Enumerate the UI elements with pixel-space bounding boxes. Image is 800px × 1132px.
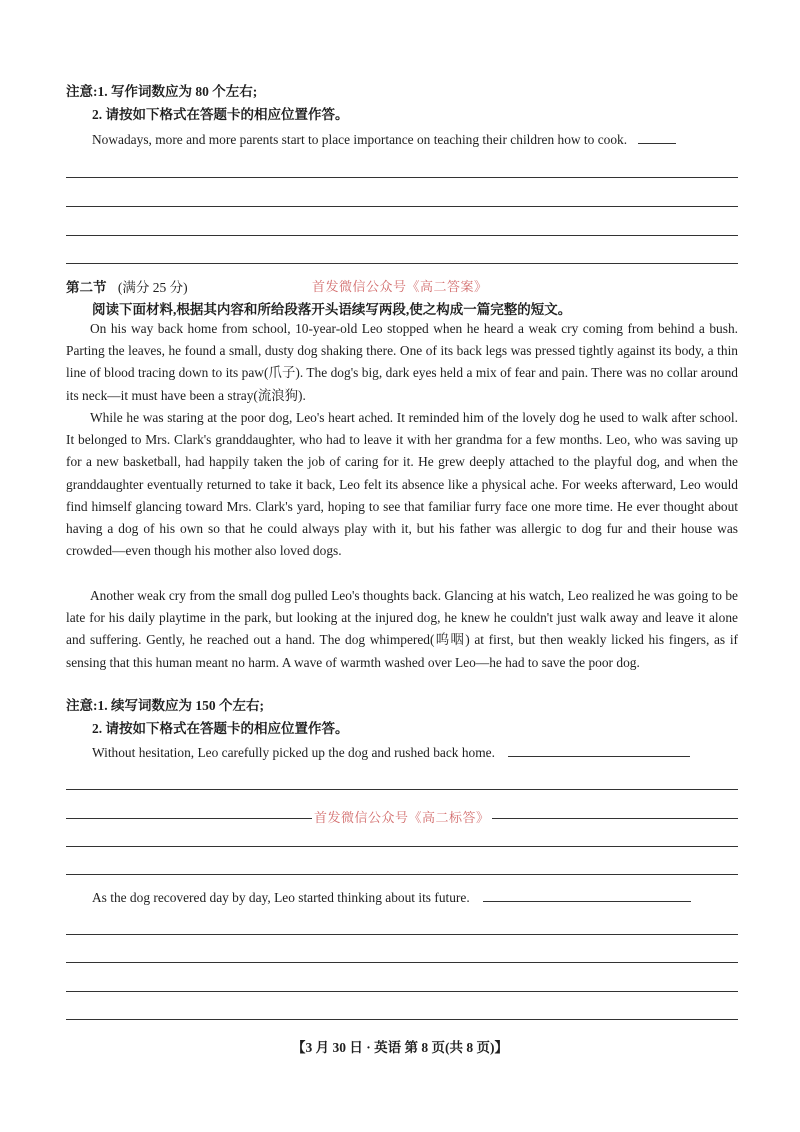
paragraph-starter-1: [92, 745, 690, 761]
answer-line: [66, 263, 738, 264]
passage-paragraph-2: While he was staring at the poor dog, Leo's heart ached. It reminded him of the lovely dog he used to walk after school. It belonged to Mrs. Clark's granddaughter, who had to leave it with her grandma for a few months. Leo, who was saving up for a new basketball, had happily taken the job of caring for it. He grew deeply attached to the playful dog, and when the granddaughter eventually returned to take it back, Leo felt its absence like a physical ache. For weeks afterward, Leo would find himself glancing toward Mrs. Clark's yard, hoping to see that familiar furry face one more time. He ever thought about having a dog of his own so that he could always play with it, but his father was allergic to dog fur and their house was crowded—even though his mother also loved dogs.: [66, 410, 738, 559]
starter-2-text: As the dog recovered day by day, Leo started thinking about its future.: [92, 890, 470, 905]
answer-line: [66, 991, 738, 992]
section-title: [66, 276, 188, 296]
writing-note-word-count: 注意:1. 写作词数应为 80 个左右;: [66, 84, 258, 99]
answer-line: [66, 962, 738, 963]
answer-line: [66, 846, 738, 847]
continuation-instruction: 阅读下面材料,根据其内容和所给段落开头语续写两段,使之构成一篇完整的短文。: [92, 302, 572, 317]
watermark-top: 首发微信公众号《高二答案》: [312, 280, 488, 295]
answer-blank: [483, 901, 691, 902]
answer-line: [66, 789, 738, 790]
answer-blank: [508, 756, 690, 757]
writing-starter-sentence: [92, 132, 676, 148]
answer-line: [66, 874, 738, 875]
answer-line: [66, 177, 738, 178]
starter-text: Nowadays, more and more parents start to place importance on teaching their children how to cook.: [92, 132, 628, 147]
passage-paragraph-3: Another weak cry from the small dog pulled Leo's thoughts back. Glancing at his watch, Leo realized he was going to be late for his daily playtime in the park, but looking at the injured dog, he knew he couldn't just walk away and leave it alone and suffering. Gently, he reached out a hand. The dog whimpered(呜咽) at first, but then weakly licked his fingers, as if sensing that this human meant no harm. A wave of warmth washed over Leo—he had to save the poor dog.: [66, 588, 738, 670]
answer-line: [66, 206, 738, 207]
answer-line: [66, 235, 738, 236]
section-title-text: 第二节: [66, 280, 107, 295]
starter-1-text: Without hesitation, Leo carefully picked up the dog and rushed back home.: [92, 745, 495, 760]
answer-blank: [638, 143, 676, 144]
answer-line: [66, 1019, 738, 1020]
continuation-note-format: 2. 请按如下格式在答题卡的相应位置作答。: [92, 721, 349, 736]
section-score: (满分 25 分): [117, 280, 188, 295]
answer-line: [66, 934, 738, 935]
watermark-bottom: 首发微信公众号《高二标答》: [312, 807, 492, 826]
passage-paragraph-1: On his way back home from school, 10-year-old Leo stopped when he heard a weak cry coming from behind a bush. Parting the leaves, he found a small, dusty dog shaking there. One of its back legs was pressed tightly against its body, a thin line of blood tracing down to its paw(爪子). The dog's big, dark eyes held a mix of fear and pain. There was no collar around its neck—it must have been a stray(流浪狗).: [66, 321, 738, 403]
writing-note-format: 2. 请按如下格式在答题卡的相应位置作答。: [92, 107, 349, 122]
page-footer: 【3 月 30 日 · 英语 第 8 页(共 8 页)】: [292, 1040, 508, 1055]
continuation-note-word-count: 注意:1. 续写词数应为 150 个左右;: [66, 698, 264, 713]
paragraph-starter-2: [92, 890, 691, 906]
